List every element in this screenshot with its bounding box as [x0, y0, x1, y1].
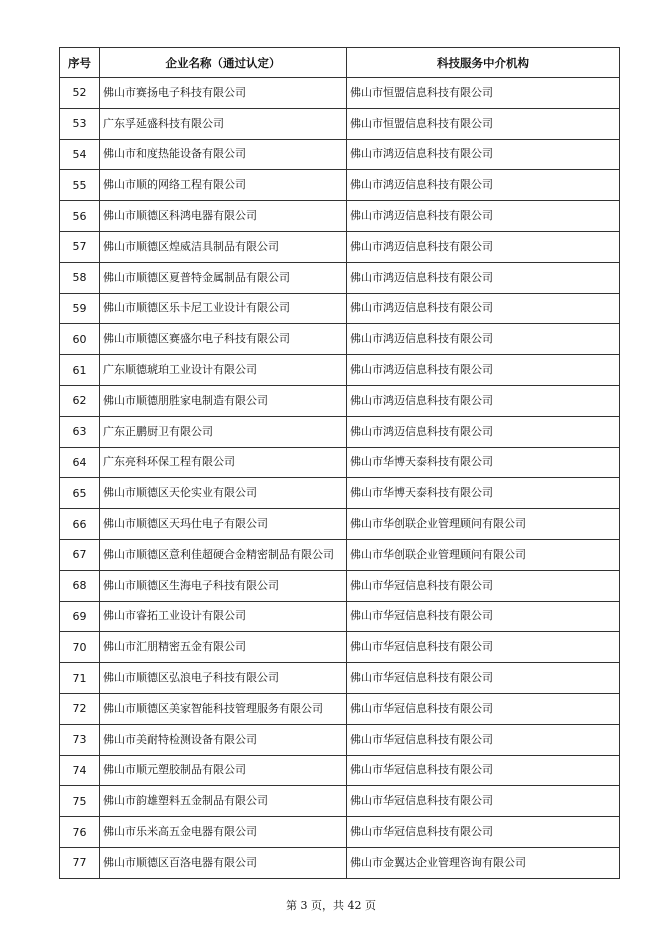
row-service-agency: 佛山市鸿迈信息科技有限公司 — [347, 201, 620, 232]
table-row — [60, 539, 620, 570]
row-serial-number: 71 — [60, 663, 100, 694]
row-enterprise-name: 佛山市美耐特检测设备有限公司 — [100, 724, 347, 755]
table-row — [60, 262, 620, 293]
row-enterprise-name: 广东正鹏厨卫有限公司 — [100, 416, 347, 447]
row-serial-number: 74 — [60, 755, 100, 786]
row-enterprise-name: 佛山市顺德区煌威洁具制品有限公司 — [100, 231, 347, 262]
row-enterprise-name: 佛山市顺德区百洛电器有限公司 — [100, 847, 347, 878]
table-row — [60, 78, 620, 109]
row-serial-number: 55 — [60, 170, 100, 201]
row-service-agency: 佛山市鸿迈信息科技有限公司 — [347, 170, 620, 201]
table-row — [60, 447, 620, 478]
row-enterprise-name: 佛山市顺德区科鸿电器有限公司 — [100, 201, 347, 232]
row-serial-number: 68 — [60, 570, 100, 601]
row-serial-number: 70 — [60, 632, 100, 663]
row-serial-number: 61 — [60, 355, 100, 386]
row-service-agency: 佛山市华冠信息科技有限公司 — [347, 724, 620, 755]
row-serial-number: 77 — [60, 847, 100, 878]
row-serial-number: 56 — [60, 201, 100, 232]
row-enterprise-name: 佛山市乐米高五金电器有限公司 — [100, 817, 347, 848]
row-service-agency: 佛山市华冠信息科技有限公司 — [347, 570, 620, 601]
table-row — [60, 478, 620, 509]
row-service-agency: 佛山市华冠信息科技有限公司 — [347, 601, 620, 632]
table-row — [60, 324, 620, 355]
row-enterprise-name: 佛山市睿拓工业设计有限公司 — [100, 601, 347, 632]
row-service-agency: 佛山市鸿迈信息科技有限公司 — [347, 231, 620, 262]
row-serial-number: 60 — [60, 324, 100, 355]
row-serial-number: 64 — [60, 447, 100, 478]
row-enterprise-name: 广东亮科环保工程有限公司 — [100, 447, 347, 478]
table-row — [60, 847, 620, 878]
row-service-agency: 佛山市鸿迈信息科技有限公司 — [347, 416, 620, 447]
table-row — [60, 416, 620, 447]
row-service-agency: 佛山市华博天泰科技有限公司 — [347, 447, 620, 478]
row-service-agency: 佛山市恒盟信息科技有限公司 — [347, 108, 620, 139]
row-service-agency: 佛山市华创联企业管理顾问有限公司 — [347, 509, 620, 540]
row-service-agency: 佛山市华创联企业管理顾问有限公司 — [347, 539, 620, 570]
row-service-agency: 佛山市华冠信息科技有限公司 — [347, 632, 620, 663]
enterprise-table — [59, 47, 620, 879]
row-service-agency: 佛山市华冠信息科技有限公司 — [347, 786, 620, 817]
row-serial-number: 72 — [60, 693, 100, 724]
row-enterprise-name: 佛山市和度热能设备有限公司 — [100, 139, 347, 170]
row-enterprise-name: 佛山市顺德区天伦实业有限公司 — [100, 478, 347, 509]
table-row — [60, 632, 620, 663]
row-enterprise-name: 佛山市赛扬电子科技有限公司 — [100, 78, 347, 109]
row-enterprise-name: 佛山市顺德区赛盛尔电子科技有限公司 — [100, 324, 347, 355]
row-serial-number: 52 — [60, 78, 100, 109]
row-serial-number: 65 — [60, 478, 100, 509]
table-row — [60, 293, 620, 324]
row-enterprise-name: 佛山市顺德区生海电子科技有限公司 — [100, 570, 347, 601]
table-row — [60, 693, 620, 724]
row-service-agency: 佛山市鸿迈信息科技有限公司 — [347, 139, 620, 170]
row-service-agency: 佛山市鸿迈信息科技有限公司 — [347, 355, 620, 386]
table-row — [60, 231, 620, 262]
table-row — [60, 139, 620, 170]
row-serial-number: 62 — [60, 385, 100, 416]
table-row — [60, 385, 620, 416]
row-enterprise-name: 佛山市顺德区天玛仕电子有限公司 — [100, 509, 347, 540]
row-enterprise-name: 佛山市顺的网络工程有限公司 — [100, 170, 347, 201]
table-row — [60, 108, 620, 139]
row-serial-number: 63 — [60, 416, 100, 447]
row-service-agency: 佛山市华冠信息科技有限公司 — [347, 663, 620, 694]
header-serial-number: 序号 — [60, 48, 100, 78]
table-row — [60, 755, 620, 786]
row-enterprise-name: 广东顺德琥珀工业设计有限公司 — [100, 355, 347, 386]
row-enterprise-name: 佛山市顺德区夏普特金属制品有限公司 — [100, 262, 347, 293]
row-serial-number: 58 — [60, 262, 100, 293]
row-service-agency: 佛山市金翼达企业管理咨询有限公司 — [347, 847, 620, 878]
table-header-row — [60, 48, 620, 78]
row-enterprise-name: 佛山市顺德区乐卡尼工业设计有限公司 — [100, 293, 347, 324]
row-serial-number: 69 — [60, 601, 100, 632]
header-service-agency: 科技服务中介机构 — [347, 48, 620, 78]
row-service-agency: 佛山市恒盟信息科技有限公司 — [347, 78, 620, 109]
table-row — [60, 570, 620, 601]
row-enterprise-name: 广东孚延盛科技有限公司 — [100, 108, 347, 139]
row-service-agency: 佛山市鸿迈信息科技有限公司 — [347, 293, 620, 324]
row-serial-number: 53 — [60, 108, 100, 139]
row-service-agency: 佛山市鸿迈信息科技有限公司 — [347, 262, 620, 293]
row-serial-number: 57 — [60, 231, 100, 262]
row-enterprise-name: 佛山市汇朋精密五金有限公司 — [100, 632, 347, 663]
row-serial-number: 73 — [60, 724, 100, 755]
row-service-agency: 佛山市华冠信息科技有限公司 — [347, 817, 620, 848]
row-service-agency: 佛山市华冠信息科技有限公司 — [347, 693, 620, 724]
row-serial-number: 76 — [60, 817, 100, 848]
header-enterprise-name: 企业名称（通过认定） — [100, 48, 347, 78]
table-row — [60, 724, 620, 755]
table-row — [60, 663, 620, 694]
row-service-agency: 佛山市华博天泰科技有限公司 — [347, 478, 620, 509]
table-body — [60, 78, 620, 879]
row-serial-number: 66 — [60, 509, 100, 540]
page-footer: 第 3 页，共 42 页 — [286, 899, 376, 912]
table-row — [60, 601, 620, 632]
table-row — [60, 509, 620, 540]
table-row — [60, 786, 620, 817]
row-serial-number: 59 — [60, 293, 100, 324]
row-serial-number: 54 — [60, 139, 100, 170]
row-enterprise-name: 佛山市顺元塑胶制品有限公司 — [100, 755, 347, 786]
row-enterprise-name: 佛山市顺德区意利佳超硬合金精密制品有限公司 — [100, 539, 347, 570]
table-row — [60, 170, 620, 201]
row-service-agency: 佛山市鸿迈信息科技有限公司 — [347, 324, 620, 355]
row-service-agency: 佛山市鸿迈信息科技有限公司 — [347, 385, 620, 416]
row-service-agency: 佛山市华冠信息科技有限公司 — [347, 755, 620, 786]
row-serial-number: 67 — [60, 539, 100, 570]
row-enterprise-name: 佛山市顺德区美家智能科技管理服务有限公司 — [100, 693, 347, 724]
table-row — [60, 817, 620, 848]
row-enterprise-name: 佛山市顺德区弘浪电子科技有限公司 — [100, 663, 347, 694]
table-row — [60, 201, 620, 232]
row-enterprise-name: 佛山市顺德朋胜家电制造有限公司 — [100, 385, 347, 416]
row-serial-number: 75 — [60, 786, 100, 817]
table-row — [60, 355, 620, 386]
row-enterprise-name: 佛山市韵雄塑料五金制品有限公司 — [100, 786, 347, 817]
